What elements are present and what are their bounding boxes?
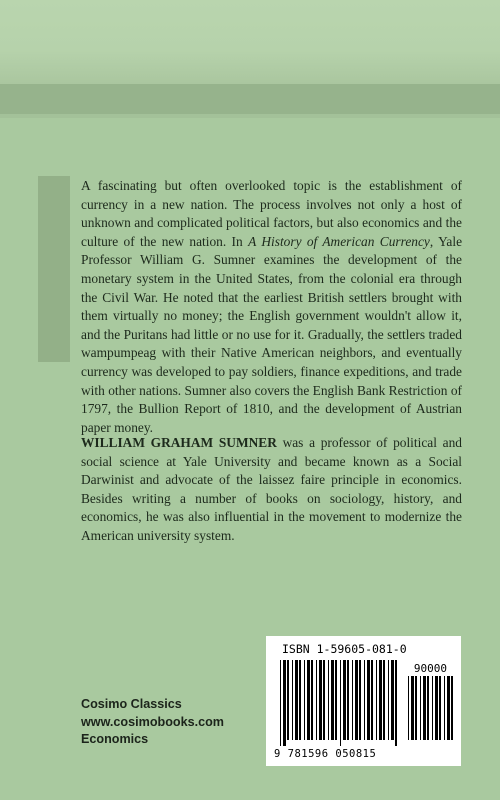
barcode-bar bbox=[340, 660, 341, 746]
decorative-side-bar bbox=[38, 176, 70, 362]
barcode-bar bbox=[319, 660, 322, 740]
book-category: Economics bbox=[81, 732, 149, 746]
barcode-bar bbox=[435, 676, 438, 740]
barcode-bar bbox=[343, 660, 346, 740]
barcode-bar bbox=[364, 660, 365, 740]
author-bio-text: was a professor of political and social science at Yale University and became known as a Social Darwinist and advocate of the laissez faire principle in economics. Besides writing a number of books on sociology, history, and economics, he was also influential in the movement to modernize the American university system. bbox=[81, 435, 462, 543]
price-code: 90000 bbox=[413, 662, 447, 675]
barcode-bar bbox=[287, 660, 289, 740]
barcode-bar bbox=[304, 660, 305, 740]
barcode-bar bbox=[388, 660, 389, 740]
barcode-bar bbox=[367, 660, 370, 740]
barcode-bar bbox=[432, 676, 433, 740]
barcode-bar bbox=[415, 676, 417, 740]
barcode-bar bbox=[411, 676, 414, 740]
barcode-bar bbox=[292, 660, 293, 740]
publisher-website: www.cosimobooks.com bbox=[81, 714, 224, 729]
top-color-band bbox=[0, 0, 500, 84]
barcode-bar bbox=[371, 660, 373, 740]
barcode-bar bbox=[391, 660, 394, 740]
author-name: WILLIAM GRAHAM SUMNER bbox=[81, 435, 277, 450]
isbn-label: ISBN 1-59605-081-0 bbox=[282, 642, 407, 656]
barcode-bar bbox=[311, 660, 313, 740]
author-bio bbox=[81, 434, 462, 546]
book-title: A History of American Currency bbox=[248, 233, 430, 249]
barcode-bar bbox=[283, 660, 286, 746]
barcode-bar bbox=[379, 660, 382, 740]
barcode-bar bbox=[307, 660, 310, 740]
dark-stripe bbox=[0, 84, 500, 114]
description-body: , Yale Professor William G. Sumner examines the development of the monetary system in the United States, from the colonial era through the Civil War. He noted that the earliest British settlers brought with them virtually no money; the English government wouldn't allow it, and the Puritans had little or no use for it. Gradually, the settlers traded wampumpeag with their Native American neighbors, and eventually currency was developed to pay soldiers, finance expeditions, and trade with other nations. Sumner also covers the English Bank Restriction of 1797, the Bullion Report of 1810, and the development of Austrian paper money. bbox=[81, 233, 463, 435]
book-description bbox=[81, 177, 462, 437]
barcode-bar bbox=[376, 660, 377, 740]
publisher-info bbox=[81, 696, 281, 749]
barcode-bar bbox=[328, 660, 329, 740]
barcode-bar bbox=[408, 676, 409, 740]
barcode-bar bbox=[299, 660, 301, 740]
description-intro: A fascinating but often overlooked topic is the establishment of currency in a new nation. The process involves not only a host of unknown and complicated political factors, but also economics and the culture of the new nation. In bbox=[81, 178, 462, 249]
barcode-bar bbox=[423, 676, 426, 740]
barcode-bar bbox=[439, 676, 441, 740]
barcode-bar bbox=[359, 660, 361, 740]
ean-digits: 9 781596 050815 bbox=[274, 748, 377, 760]
barcode-bar bbox=[420, 676, 421, 740]
publisher-imprint: Cosimo Classics bbox=[81, 697, 182, 711]
barcode-icon bbox=[266, 636, 461, 766]
barcode-block bbox=[266, 636, 461, 766]
barcode-bar bbox=[280, 660, 281, 746]
barcode-bar bbox=[352, 660, 353, 740]
barcode-bar bbox=[295, 660, 298, 740]
barcode-bar bbox=[395, 660, 397, 746]
stripe-edge bbox=[0, 114, 500, 118]
barcode-bar bbox=[316, 660, 317, 740]
barcode-bar bbox=[451, 676, 453, 740]
barcode-bar bbox=[447, 676, 450, 740]
barcode-bar bbox=[355, 660, 358, 740]
barcode-bar bbox=[427, 676, 429, 740]
barcode-bar bbox=[347, 660, 349, 740]
barcode-bar bbox=[444, 676, 445, 740]
barcode-bar bbox=[335, 660, 337, 740]
barcode-bar bbox=[383, 660, 385, 740]
barcode-bar bbox=[323, 660, 325, 740]
barcode-bar bbox=[331, 660, 334, 740]
